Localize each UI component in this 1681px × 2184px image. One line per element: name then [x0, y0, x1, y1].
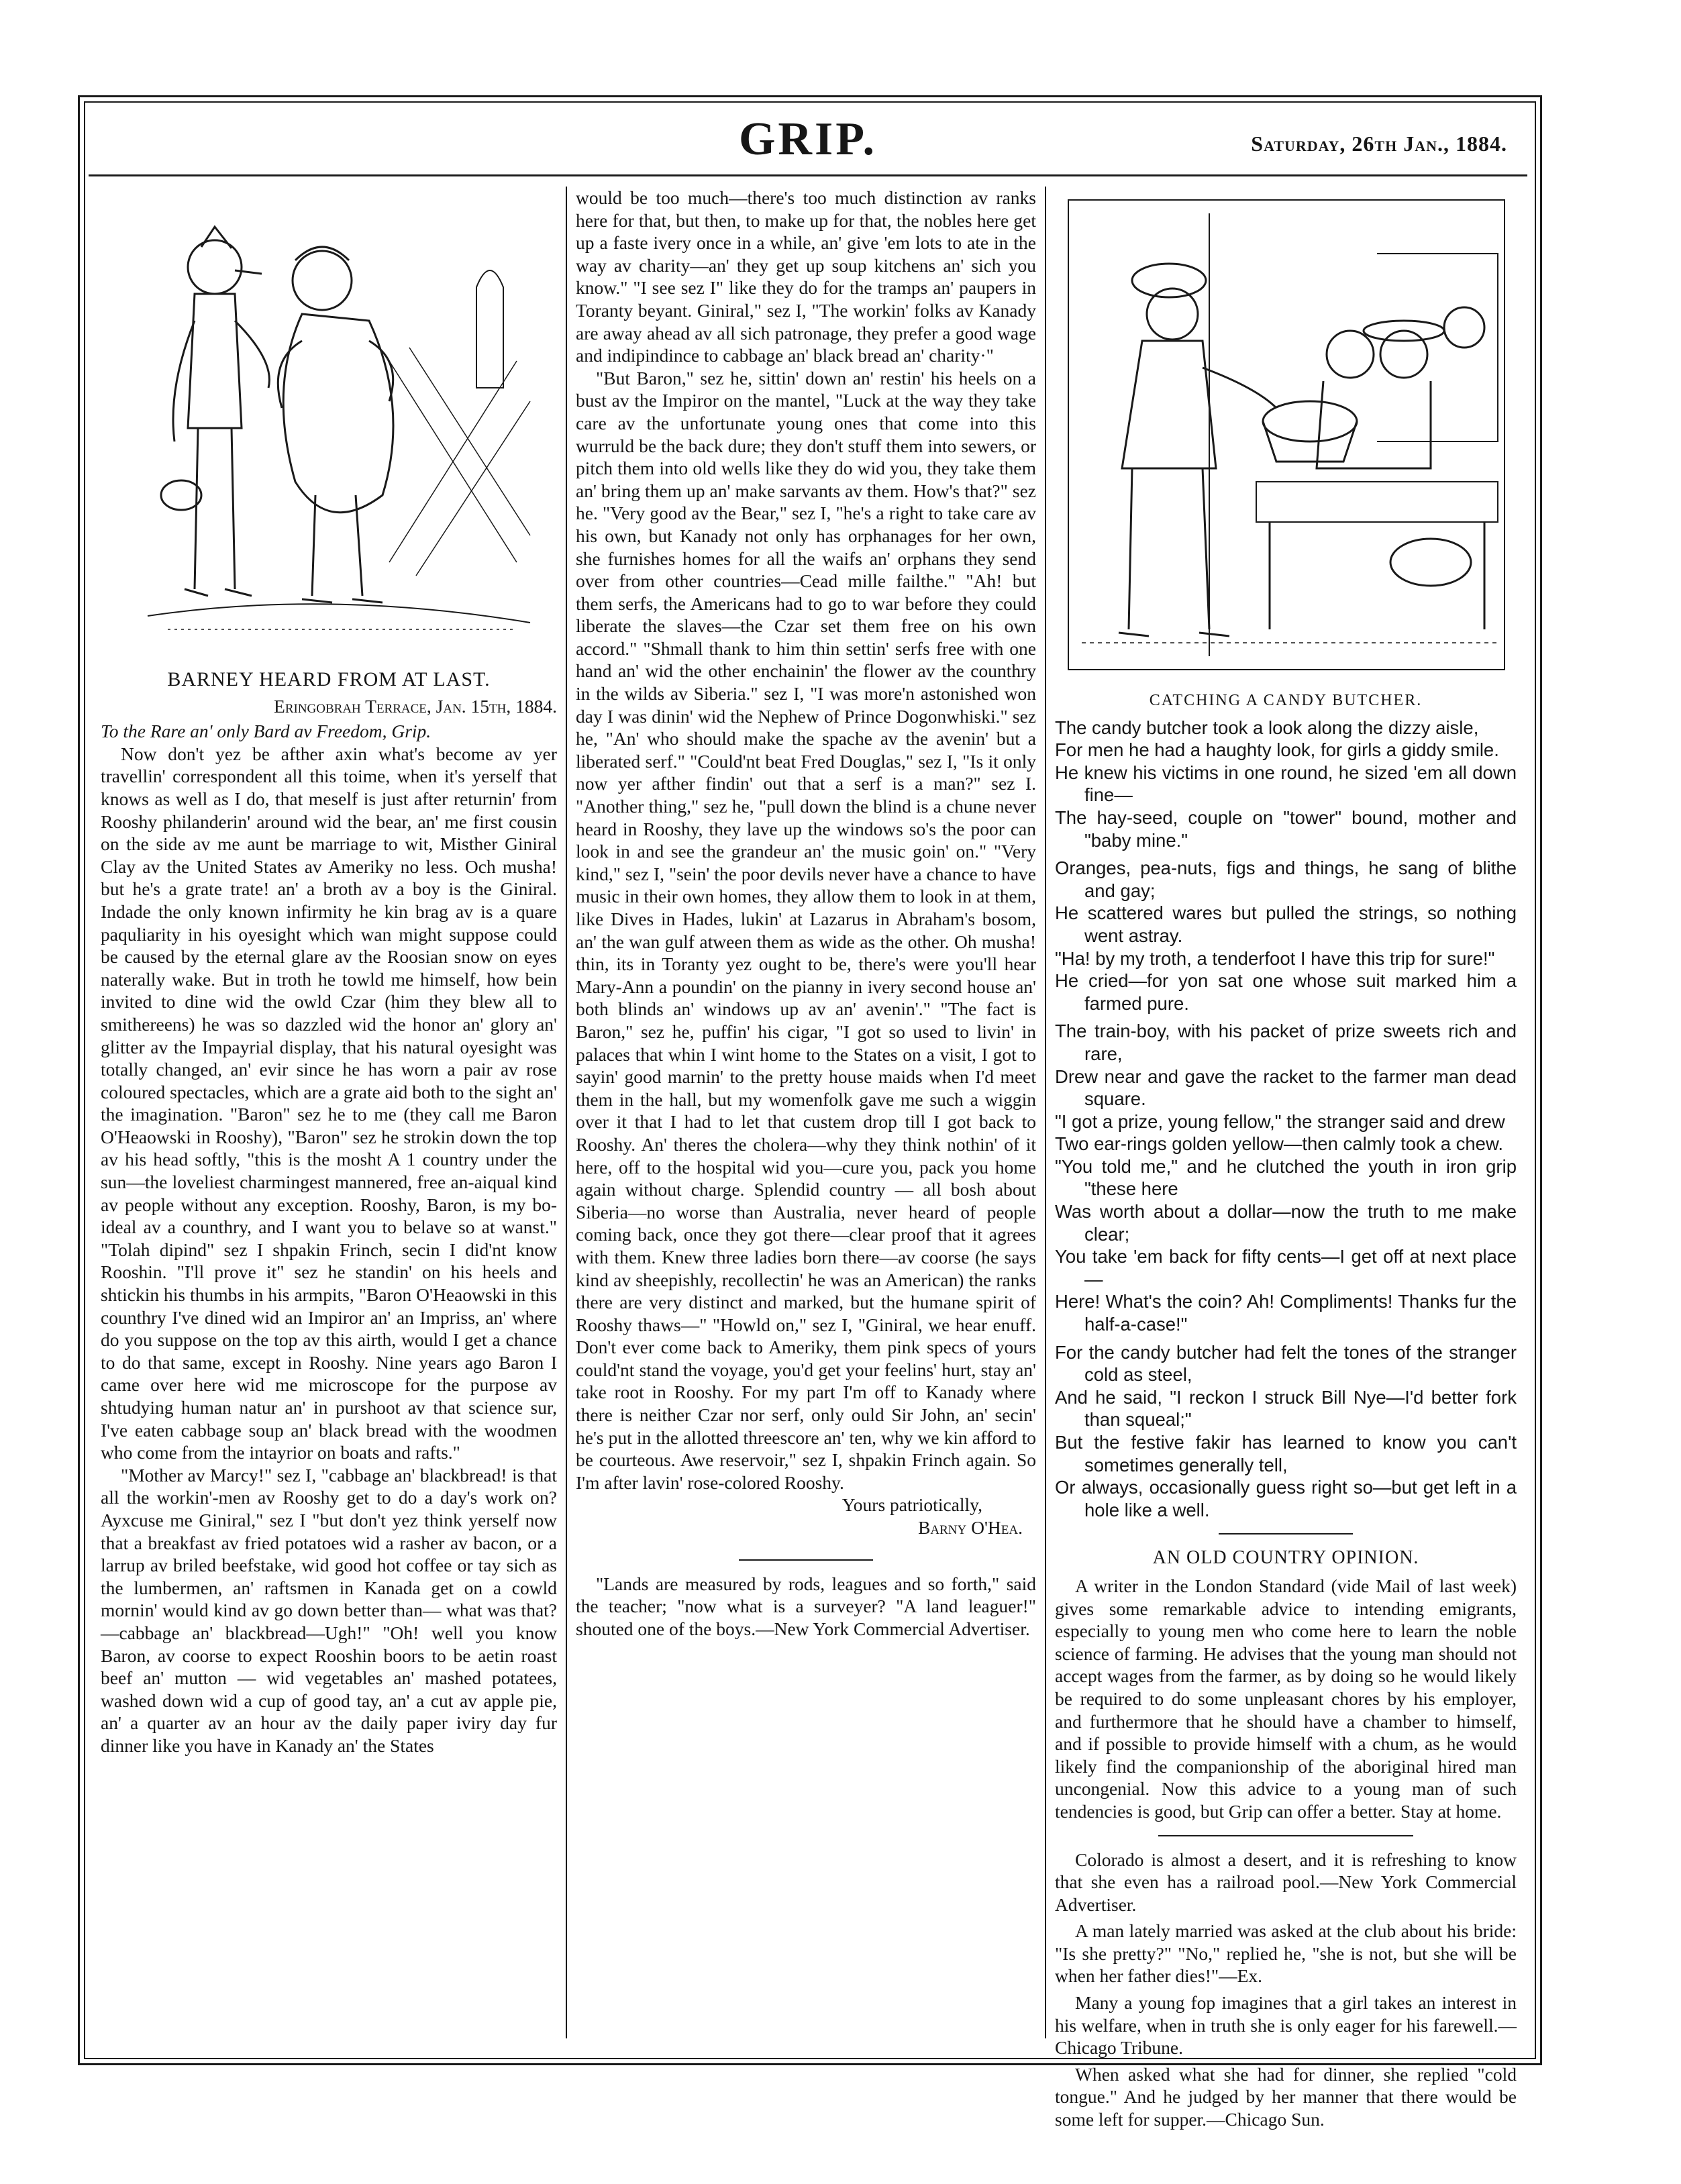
verse-line: But the festive fakir has learned to know you can't sometimes generally tell, [1055, 1432, 1517, 1475]
paragraph: "Mother av Marcy!" sez I, "cabbage an' blackbread! is that all the workin'-men av Rooshy get to do a day's work on? Ayxcuse me Giniral," sez I "but don't yez think yerself now that a breakfast av fried potatoes wid a rasher av bacon, or a larrup av briled beefstake, wid good hot coffee or tay sich as the lumbermen, an' raftsmen in Kanada get on a cowld mornin' would kind av go down better than— what was that?—cabbage an' blackbread—Ugh!" "Oh! well you know Baron, av coorse to expect Rooshin boors to be aetin roast beef an' mutton — wid vegetables an' mashed potatees, washed down wid a cup of good tay, an' a cut av apple pie, an' a quarter av an hour av the daily paper iviry day fur dinner like you have in Kanady an' the States [101, 1464, 557, 1756]
verse-line: Oranges, pea-nuts, figs and things, he sang of blithe and gay; [1055, 857, 1517, 901]
verse-line: For men he had a haughty look, for girls a giddy smile. [1055, 739, 1499, 761]
column-left [101, 187, 557, 2184]
column-middle [576, 187, 1036, 2184]
verse [1055, 717, 1517, 1522]
issue-date: Saturday, 26th Jan., 1884. [1251, 132, 1507, 156]
verse-line: He cried—for yon sat one whose suit marked him a farmed pure. [1055, 970, 1517, 1014]
paragraph: would be too much—there's too much distinction av ranks here for that, but then, to make up for that, the nobles here get up a faste ivery once in a while, an' give 'em lots to ate in the way av charity—an' they get up soup kitchens an' sich you know." "I see sez I" like they do for the tramps an' paupers in Toranty beyant. Giniral," sez I, "The workin' folks av Kanady are away ahead av all sich patronage, they prefer a good wage and indipindince to cabbage an' black bread an' charity·" [576, 187, 1036, 366]
verse-line: "You told me," and he clutched the youth in iron grip "these here [1055, 1155, 1517, 1200]
verse-line: He knew his victims in one round, he sized 'em all down fine— [1055, 762, 1517, 806]
paragraph: A man lately married was asked at the club about his bride: "Is she pretty?" "No," replied he, "she is not, but she will be when her father dies!"—Ex. [1055, 1920, 1517, 1987]
article-heading: BARNEY HEARD FROM AT LAST. [167, 668, 491, 690]
signature: Barny O'Hea. [918, 1517, 1023, 1539]
verse-line: And he said, "I reckon I struck Bill Nye—I'd better fork than squeal;" [1055, 1386, 1517, 1431]
paragraph: When asked what she had for dinner, she replied "cold tongue." And he judged by her manner that there would be some left for supper.—Chicago Sun. [1055, 2063, 1517, 2130]
illustration-caption: CATCHING A CANDY BUTCHER. [1149, 692, 1423, 709]
paragraph: Colorado is almost a desert, and it is refreshing to know that she even has a railroad pool.—New York Commercial Advertiser. [1055, 1849, 1517, 1915]
verse-line: For the candy butcher had felt the tones of the stranger cold as steel, [1055, 1341, 1517, 1386]
verse-line: "Ha! by my troth, a tenderfoot I have this trip for sure!" [1055, 947, 1495, 969]
divider [1158, 1835, 1413, 1836]
paragraph: "But Baron," sez he, sittin' down an' restin' his heels on a bust av the Impiror on the mantel, "Luck at the way they take care av the unfortunate young ones that come into this wurruld be the back dure; they don't stuff them into sewers, or pitch them into old wells like they do wid you, they take them an' bring them up an' make sarvants av them. How's that?" sez he. "Very good av the Bear," sez I, "he's a right to take care av his own, but Kanady not only has orphanages for her own, she furnishes homes for all the waifs an' orphans they send over from other countries—Cead mille failthe." "Ah! but them serfs, the Americans had to go to war before they could liberate the slaves—the Czar set them free on his own accord." "Shmall thank to him thin settin' serfs free with one hand an' wid the other enchainin' the flower av the counthry in the wilds av Siberia." sez I, "I was more'n astonished won day I was dinin' wid the Nephew of Prince Dogonwhiski." sez he, "An' who should make the spache av the avenin' but a liberated serf." "Could'nt beat Fred Douglas," sez I, "Is it only now yer afther findin' out that a serf is a man?" sez I. "Another thing," sez he, "pull down the blind is a chune never heard in Rooshy, they lave up the windows so's the poor can look in and see the grandeur an' the music goin' on." "Very kind," sez I, "sein' the poor devils never have a chance to have music in their own homes, they allow them to look in at them, like Dives in Hades, lukin' at Lazarus in Abraham's bosom, an' the wan gulf atween them as wide as the other. Oh musha! thin, its in Toranty yez ought to be, there's were you'll hear Mary-Ann a poundin' on the pianny in ivery second house an' both blinds an' windows up av an' avenin'." "The fact is Baron," sez he, puffin' his cigar, "I got so used to livin' in palaces that whin I wint home to the States on a visit, I got to sayin' good marnin' to the pretty house maids when I'd meet them in the hall, but my womenfolk gave me such a wiggin over it that I had to let that custem drop till I got back to Rooshy. An' theres the cholera—why they think nothin' of it here, off to the hospital wid you—cure you, pack you home again without charge. Splendid country — all bosh about Siberia—no worse than Australia, never heard of people coming back, once they got there—clear proof that it agrees with them. Knew three ladies born there—av coorse (he says kind av sheepishly, recollectin' he was an American) the ranks there are very distinct and marked, but the humane spirit of Rooshy thaws—" "Howld on," sez I, "Giniral, we hear enuff. Don't ever come back to Ameriky, them pink specs of yours could'nt stand the voyage, you'd get your feelins' hurt, stay an' take root in Rooshy. For my part I'm off to Kanady where there is neither Czar nor serf, only ould Sir John, an' secin' he's put in the allotted threescore an' ten, why we kin afford to be courteous. Awe reservoir," sez I, shpakin Frinch again. So I'm after lavin' rose-colored Rooshy. [576, 367, 1036, 1493]
column-rule [566, 187, 567, 2038]
salutation: To the Rare an' only Bard av Freedom, Grip. [101, 721, 431, 742]
verse-line: Drew near and gave the racket to the farmer man dead square. [1055, 1065, 1517, 1110]
verse-line: The train-boy, with his packet of prize sweets rich and rare, [1055, 1021, 1517, 1064]
verse-line: Or always, occasionally guess right so—but get left in a hole like a well. [1055, 1477, 1517, 1520]
paragraph: Many a young fop imagines that a girl takes an interest in his welfare, when in truth she is only eager for his farewell.—Chicago Tribune. [1055, 1992, 1517, 2059]
signoff: Yours patriotically, [842, 1494, 982, 1516]
verse-line: The hay-seed, couple on "tower" bound, mother and "baby mine." [1055, 807, 1517, 851]
divider [739, 1559, 873, 1561]
verse-line: You take 'em back for fifty cents—I get off at next place— [1055, 1246, 1517, 1290]
divider [1219, 1533, 1353, 1535]
article-heading: AN OLD COUNTRY OPINION. [1152, 1547, 1419, 1569]
verse-line: Was worth about a dollar—now the truth to me make clear; [1055, 1201, 1517, 1245]
verse-line: The candy butcher took a look along the dizzy aisle, [1055, 717, 1479, 738]
joke: "Lands are measured by rods, leagues and so forth," said the teacher; "now what is a surveyer? "A land leaguer!" shouted one of the boys.—New York Commercial Advertiser. [576, 1573, 1036, 1639]
paragraph: A writer in the London Standard (vide Mail of last week) gives some remarkable advice to intending emigrants, especially to young men who come here to learn the noble science of farming. He advises that the young man should not accept wages from the farmer, as by doing so he would likely be required to do some unpleasant chores by his employer, and furthermore that he should have a chamber to himself, and if possible to provide himself with a chum, as he would likely find the companionship of the aboriginal hired man uncongenial. Now this advice to a young man of such tendencies is good, but Grip can offer a better. Stay at home. [1055, 1575, 1517, 1822]
verse-line: He scattered wares but pulled the strings, so nothing went astray. [1055, 902, 1517, 946]
verse-line: Two ear-rings golden yellow—then calmly took a chew. [1055, 1133, 1503, 1155]
column-rule [1045, 187, 1046, 2038]
paragraph: Now don't yez be afther axin what's become av yer travellin' correspondent all this toime, when it's yerself that knows as well as I do, that meself is just after returnin' from Rooshy philanderin' around wid the bear, an' me first cousin on the side av me aunt be marriage to wit, Misther Giniral Clay av the United States av Ameriky no less. Och musha! but he's a grate trate! an' a broth av a boy is the Giniral. Indade the only known infirmity he kin brag av is a quare paquliarity in his oyesight which wan might suppose could be caused by the eternal glare av the Roosian snow on eyes naterally wake. But in troth he towld me himself, how bein invited to dine wid the owld Czar (him they blew all to smithereens) he was so dazzled wid the honor an' glory an' glitter av the Impayrial display, that his natural oyesight was totally changed, an' evir since he has worn a pair av rose coloured spectacles, which are a grate aid both to the sight an' the imagination. "Baron" sez he to me (they call me Baron O'Heaowski in Rooshy), "Baron" sez he strokin down the top av his head softly, "this is the mosht A 1 country under the sun—the loveliest charmingest mannered, free an-aiqual kind av people without any exception. Rooshy, Baron, is my bo-ideal av a counthry, and I want you to belave so at wanst." "Tolah dipind" sez I shpakin Frinch, secin I did'nt know Rooshin. "I'll prove it" sez he standin' on his heels and shtickin his thumbs in his armpits, "Baron O'Heaowski in this counthry I've dined wid an Impiror an' an Impriss, an' where do you suppose on the top av this airth, would I get a chance to do that same, except in Rooshy. Nine years ago Baron I came over here wid me microscope for the purpose av shtudying human natur an' in purshoot av that science sur, I've eaten cabbage soup an' black bread with the woodmen who come from the intayrior on boats and rafts." [101, 743, 557, 1463]
verse-line: "I got a prize, young fellow," the stranger said and drew [1055, 1110, 1505, 1132]
cartoon-candy-butcher-on-train-icon [1055, 187, 1517, 683]
masthead [89, 107, 1527, 176]
verse-line: Here! What's the coin? Ah! Compliments! Thanks fur the half-a-case!" [1055, 1291, 1517, 1335]
newspaper-title: GRIP. [738, 113, 878, 165]
cartoon-two-men-conversing-icon [101, 187, 557, 656]
dateline: Eringobrah Terrace, Jan. 15th, 1884. [274, 695, 557, 717]
column-right [1055, 187, 1517, 2184]
